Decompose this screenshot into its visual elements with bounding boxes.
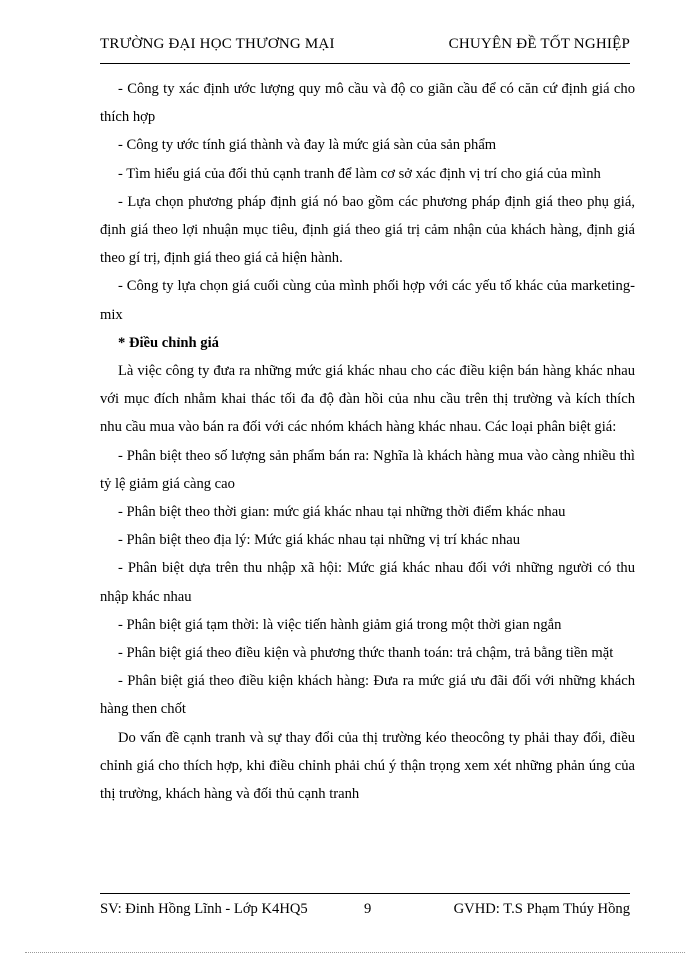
paragraph: - Công ty ước tính giá thành và đay là mức giá sàn của sản phẩm (118, 137, 497, 154)
paragraph: - Công ty xác định ước lượng quy mô cầu và độ co giãn cầu để có căn cứ định giá cho thích hợp (100, 81, 635, 126)
paragraph: - Phân biệt theo số lượng sản phẩm bán ra: Nghĩa là khách hàng mua vào càng nhiều thì tỷ lệ giảm giá càng cao (100, 447, 635, 492)
header-doc-type: CHUYÊN ĐỀ TỐT NGHIỆP (448, 36, 630, 52)
paragraph: - Phân biệt giá theo điều kiện khách hàng: Đưa ra mức giá ưu đãi đối với những khách hàng then chốt (100, 673, 635, 718)
paragraph: - Tìm hiểu giá của đối thủ cạnh tranh để làm cơ sở xác định vị trí cho giá của mình (118, 165, 601, 182)
footer-divider (100, 893, 630, 894)
paragraph: Là việc công ty đưa ra những mức giá khác nhau cho các điều kiện bán hàng khác nhau với mục đích nhằm khai thác tối đa độ đàn hồi của nhu cầu trên thị trường và kích thích nhu cầu mua vào bán ra đối với các nhóm khách hàng khác nhau. Các loại phân biệt giá: (100, 363, 635, 436)
paragraph: - Phân biệt giá tạm thời: là việc tiến hành giảm giá trong một thời gian ngắn (118, 616, 562, 633)
paragraph: - Phân biệt theo thời gian: mức giá khác nhau tại những thời điểm khác nhau (118, 504, 566, 521)
page-number: 9 (364, 901, 372, 917)
header-divider (100, 63, 630, 64)
footer-student: SV: Đinh Hồng Lĩnh - Lớp K4HQ5 (100, 901, 308, 917)
paragraph: - Công ty lựa chọn giá cuối cùng của mình phối hợp với các yếu tố khác của marketing-mix (100, 278, 635, 323)
paragraph: - Phân biệt theo địa lý: Mức giá khác nhau tại những vị trí khác nhau (118, 532, 521, 549)
paragraph: - Phân biệt dựa trên thu nhập xã hội: Mức giá khác nhau đối với những người có thu nhập khác nhau (100, 560, 635, 605)
paragraph: - Phân biệt giá theo điều kiện và phương thức thanh toán: trả chậm, trả bằng tiền mặt (118, 645, 614, 662)
footer-advisor: GVHD: T.S Phạm Thúy Hồng (453, 901, 630, 917)
section-heading: * Điều chỉnh giá (118, 334, 219, 351)
header-university: TRƯỜNG ĐẠI HỌC THƯƠNG MẠI (100, 36, 335, 52)
page-edge-divider (25, 952, 685, 953)
document-body (100, 75, 635, 808)
paragraph: - Lựa chọn phương pháp định giá nó bao gồm các phương pháp định giá theo phụ giá, định giá theo lợi nhuận mục tiêu, định giá theo giá trị cảm nhận của khách hàng, định giá theo gí trị, định giá theo giá cả hiện hành. (100, 193, 635, 267)
paragraph: Do vấn đề cạnh tranh và sự thay đổi của thị trường kéo theocông ty phải thay đổi, điều chỉnh giá cho thích hợp, khi điều chỉnh phải chú ý thận trọng xem xét những phản úng của thị trường, khách hàng và đối thủ cạnh tranh (100, 729, 635, 803)
